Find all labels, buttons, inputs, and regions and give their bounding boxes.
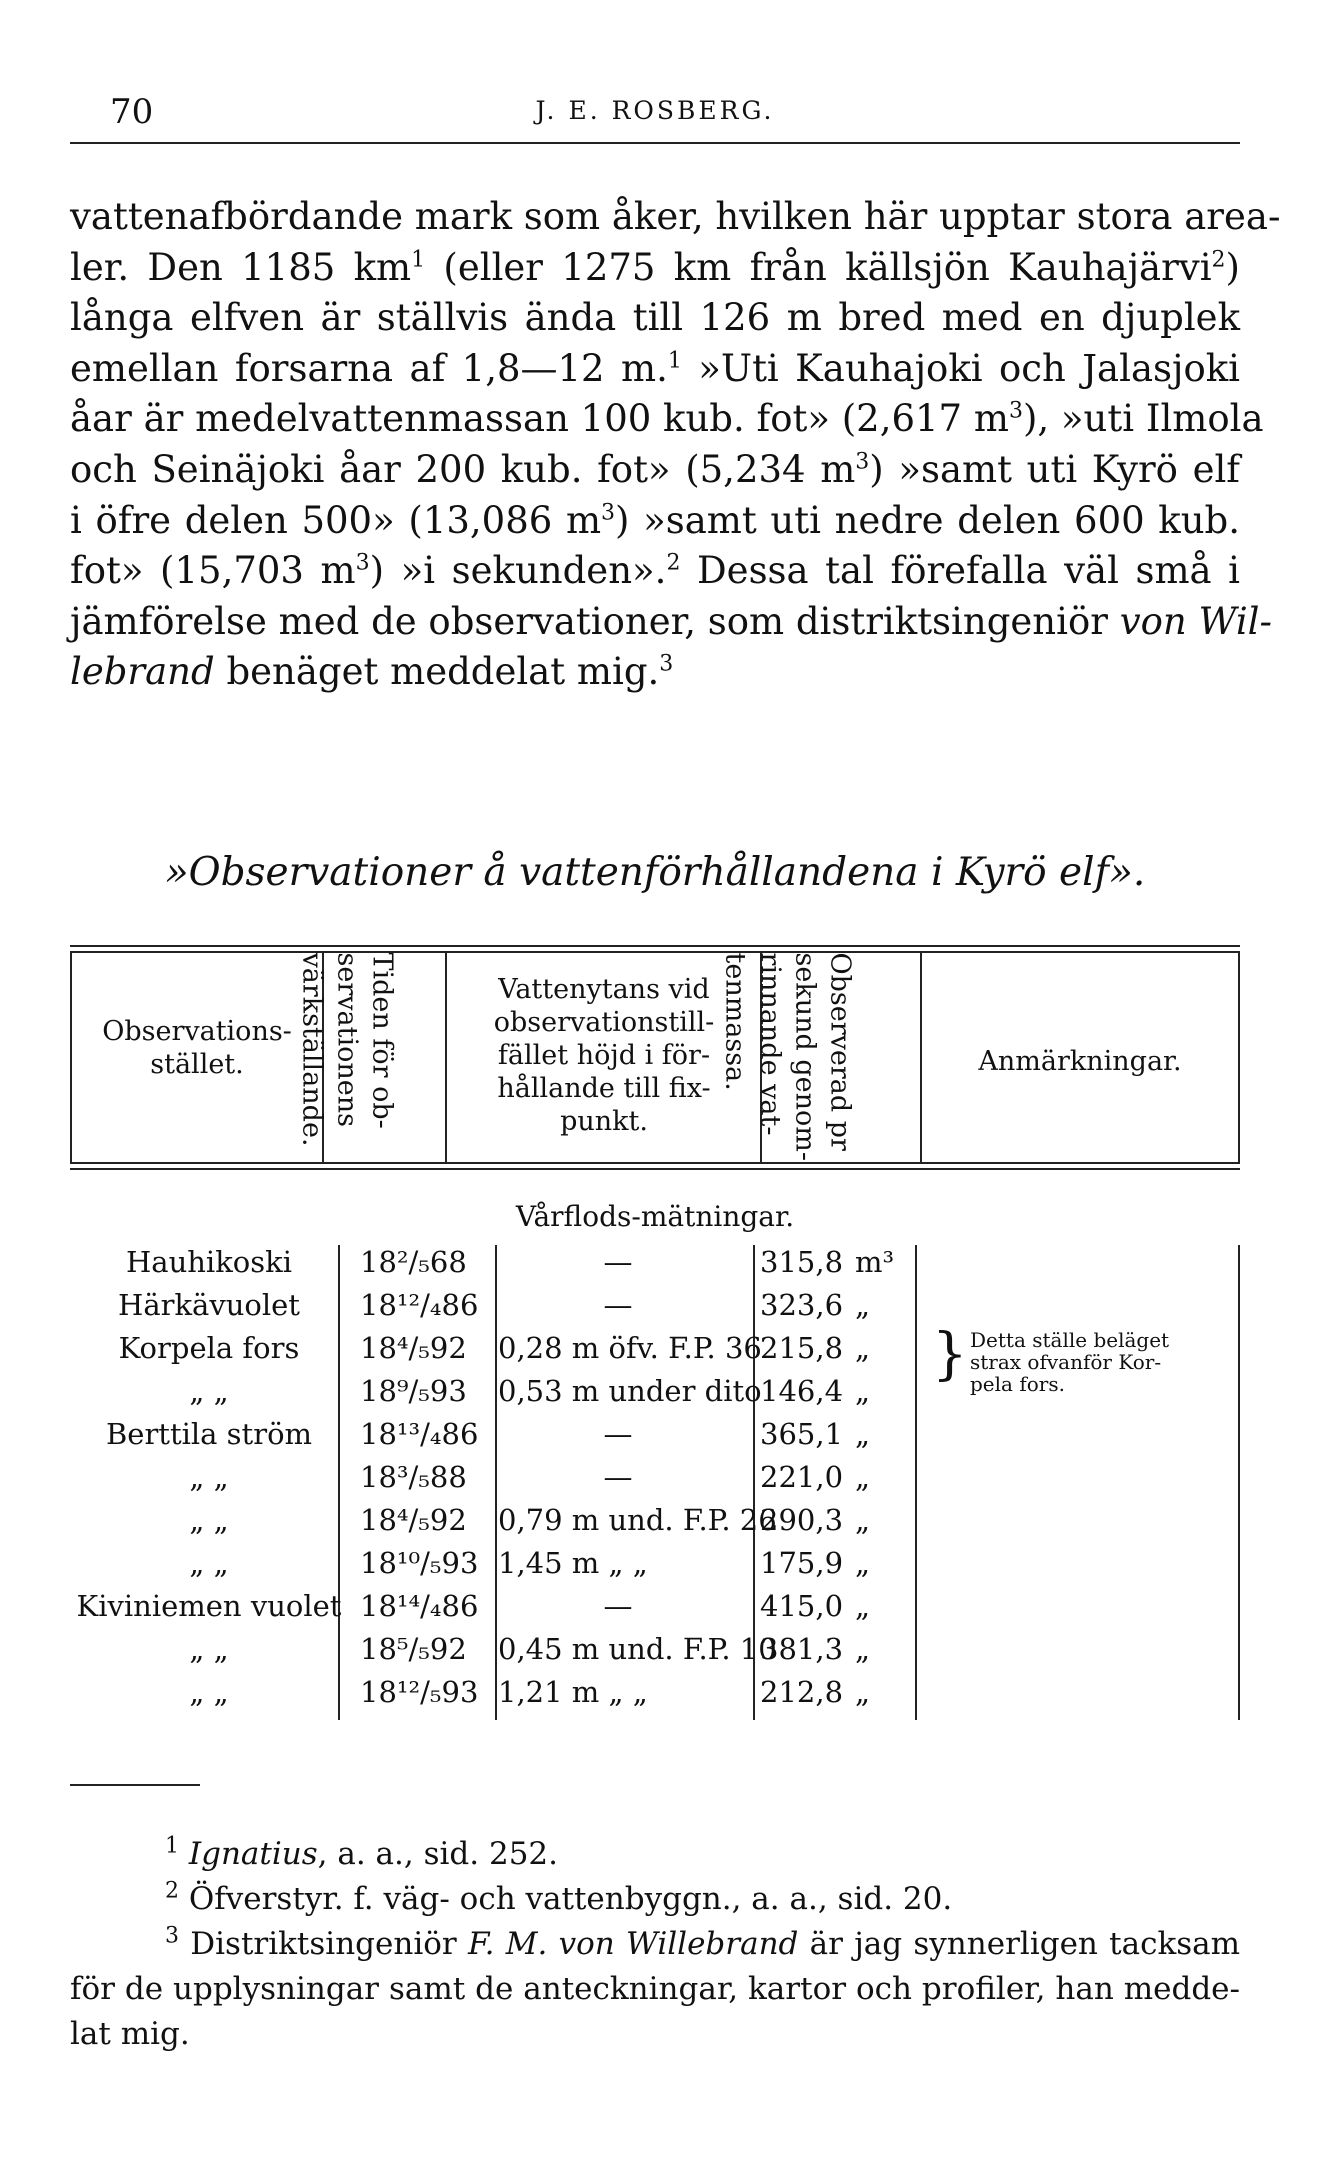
cell-unit: m³: [855, 1245, 895, 1279]
footnote-rule: [70, 1784, 200, 1786]
table-row: [70, 1503, 1240, 1546]
table-row: [70, 1675, 1240, 1718]
footnote-2: $^2$ Öfverstyr. f. väg- och vattenbyggn., a. a., sid. 20.: [165, 1878, 953, 1917]
footnote-3-line-3: lat mig.: [70, 2016, 190, 2052]
remark-note: Detta ställe beläget strax ofvanför Kor- pela fors.: [970, 1328, 1170, 1396]
table-row: [70, 1417, 1240, 1460]
cell-place: Härkävuolet: [118, 1288, 300, 1322]
cell-height: 0,45 m und. F.P. 10: [498, 1632, 777, 1666]
col-border: [1238, 951, 1240, 1162]
header-bottom-rule-2: [70, 1168, 1240, 1170]
cell-flow: 175,9: [760, 1546, 844, 1580]
cell-place: „ „: [189, 1374, 229, 1408]
cell-unit: „: [855, 1288, 871, 1322]
cell-time: 18¹³/₄86: [360, 1417, 479, 1451]
cell-place: „ „: [189, 1460, 229, 1494]
cell-time: 18⁵/₅92: [360, 1632, 467, 1666]
cell-place: „ „: [189, 1503, 229, 1537]
body-line: långa elfven är ställvis ända till 126 m bred med en djuplek: [70, 296, 1240, 340]
cell-unit: „: [855, 1331, 871, 1365]
table-row: [70, 1632, 1240, 1675]
col-border: [445, 951, 447, 1162]
footnote-1: $^1$ Ignatius, a. a., sid. 252.: [165, 1833, 558, 1872]
cell-unit: „: [855, 1503, 871, 1537]
header-rule: [70, 142, 1240, 144]
cell-flow: 212,8: [760, 1675, 844, 1709]
cell-flow: 415,0: [760, 1589, 844, 1623]
table-top-rule: [70, 945, 1240, 947]
cell-height: —: [603, 1288, 633, 1322]
cell-place: „ „: [189, 1546, 229, 1580]
note-brace: }: [932, 1322, 968, 1387]
cell-flow: 290,3: [760, 1503, 844, 1537]
cell-unit: „: [855, 1632, 871, 1666]
header-place: Observations- stället.: [102, 1016, 292, 1080]
cell-flow: 381,3: [760, 1632, 844, 1666]
header-remarks: Anmärkningar.: [978, 1046, 1182, 1077]
cell-height: —: [603, 1245, 633, 1279]
cell-unit: „: [855, 1546, 871, 1580]
header-bottom-rule: [70, 1162, 1240, 1164]
footnote-3-line-2: för de upplysningar samt de anteckningar, kartor och profiler, han medde-: [70, 1971, 1240, 2007]
cell-time: 18¹²/₅93: [360, 1675, 479, 1709]
cell-time: 18¹²/₄86: [360, 1288, 479, 1322]
cell-place: Kiviniemen vuolet: [76, 1589, 342, 1623]
body-line: och Seinäjoki åar 200 kub. fot» (5,234 $m^3$) »samt uti Kyrö elf: [70, 447, 1241, 491]
table-row: [70, 1460, 1240, 1503]
body-line: i öfre delen 500» (13,086 $m^3$) »samt uti nedre delen 600 kub.: [70, 498, 1240, 542]
table-title: »Observationer å vattenförhållandena i Kyrö elf».: [164, 850, 1146, 895]
table-row: [70, 1589, 1240, 1632]
cell-unit: „: [855, 1417, 871, 1451]
table-row: [70, 1546, 1240, 1589]
cell-height: —: [603, 1460, 633, 1494]
cell-time: 18¹⁴/₄86: [360, 1589, 479, 1623]
cell-time: 18²/₅68: [360, 1245, 467, 1279]
header-time: Tiden för ob- servationens värkställande.: [296, 952, 398, 1147]
running-head: J. E. ROSBERG.: [535, 96, 775, 125]
section-heading: Vårflods-mätningar.: [515, 1200, 795, 1233]
footnote-ref: 1: [411, 247, 426, 273]
cell-unit: „: [855, 1589, 871, 1623]
footnote-3: $^3$ Distriktsingeniör F. M. von Willebrand är jag synnerligen tacksam: [165, 1923, 1241, 1962]
body-line: vattenafbördande mark som åker, hvilken här upptar stora area-: [70, 195, 1281, 238]
cell-flow: 221,0: [760, 1460, 844, 1494]
table-top-rule-2: [70, 951, 1240, 953]
cell-flow: 365,1: [760, 1417, 844, 1451]
footnote-ref: 3: [659, 652, 674, 678]
cell-flow: 315,8: [760, 1245, 844, 1279]
body-line: fot» (15,703 $m^3$) »i sekunden».$^2$ Dessa tal förefalla väl små i: [70, 549, 1241, 593]
table-row: [70, 1288, 1240, 1331]
cell-unit: „: [855, 1675, 871, 1709]
cell-height: 0,28 m öfv. F.P. 36: [498, 1331, 762, 1365]
observation-table: [70, 945, 1240, 1720]
body-line: jämförelse med de observationer, som distriktsingeniör von Wil-: [70, 599, 1273, 643]
cell-flow: 146,4: [760, 1374, 844, 1408]
cell-place: „ „: [189, 1632, 229, 1666]
cell-time: 18³/₅88: [360, 1460, 467, 1494]
table-row: [70, 1245, 1240, 1288]
cell-height: 0,79 m und. F.P. 26: [498, 1503, 777, 1537]
cell-flow: 215,8: [760, 1331, 844, 1365]
footnote-ref: 1: [667, 348, 682, 374]
page-header: [70, 92, 1240, 142]
footnote-ref: 2: [666, 550, 681, 576]
cell-height: —: [603, 1589, 633, 1623]
body-line: emellan forsarna af 1,8—12 m.$^1$ »Uti Kauhajoki och Jalasjoki: [70, 346, 1240, 390]
cell-flow: 323,6: [760, 1288, 844, 1322]
cell-unit: „: [855, 1460, 871, 1494]
cell-place: Hauhikoski: [126, 1245, 292, 1279]
cell-height: 1,45 m „ „: [498, 1546, 648, 1580]
body-line: lebrand benäget meddelat mig.$^3$: [70, 650, 674, 694]
cell-time: 18⁴/₅92: [360, 1503, 467, 1537]
body-paragraph: [70, 192, 1281, 698]
cell-unit: „: [855, 1374, 871, 1408]
header-flow: Observerad pr sekund genom- rinnande vat- tenmassa.: [719, 952, 856, 1161]
cell-height: 0,53 m under dito: [498, 1374, 762, 1408]
cell-time: 18¹⁰/₅93: [360, 1546, 479, 1580]
body-line: åar är medelvattenmassan 100 kub. fot» (2,617 $m^3$), »uti Ilmola: [70, 397, 1264, 441]
header-height: Vattenytans vid observationstill- fället höjd i för- hållande till fix- punkt.: [493, 974, 715, 1137]
cell-place: „ „: [189, 1675, 229, 1709]
footnote-ref: 2: [1211, 247, 1226, 273]
cell-time: 18⁹/₅93: [360, 1374, 467, 1408]
cell-place: Berttila ström: [105, 1417, 313, 1451]
cell-height: —: [603, 1417, 633, 1451]
cell-time: 18⁴/₅92: [360, 1331, 467, 1365]
cell-place: Korpela fors: [118, 1331, 300, 1365]
body-line: ler. Den 1185 $km^1$ (eller 1275 km från källsjön Kauhajärvi$^2$): [70, 245, 1240, 289]
page-number: 70: [110, 92, 154, 132]
footnotes: [70, 1832, 1240, 2057]
cell-height: 1,21 m „ „: [498, 1675, 648, 1709]
